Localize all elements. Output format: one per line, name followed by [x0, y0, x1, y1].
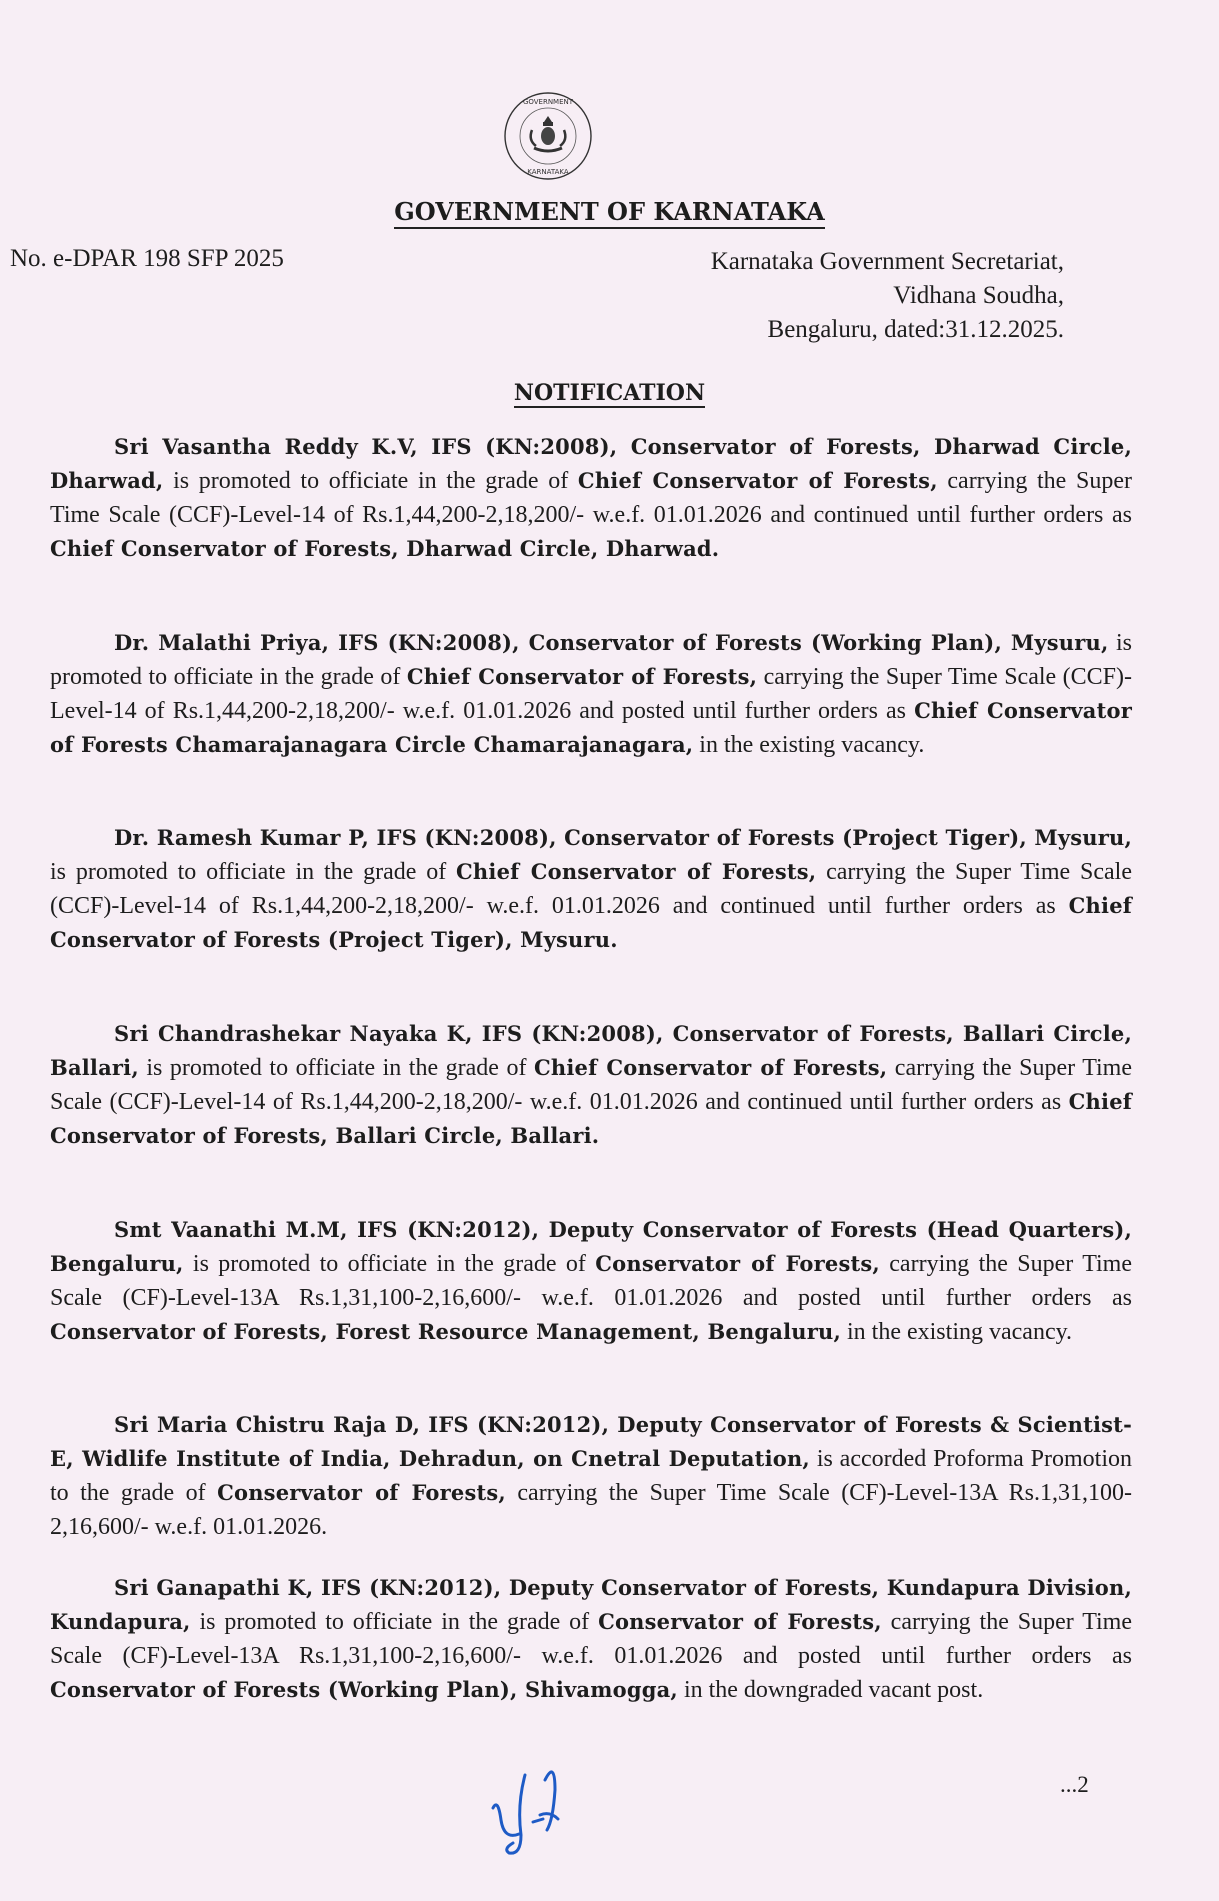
body-text: is accorded Proforma Promotion to the grade of: [50, 1446, 1132, 1506]
order-paragraph: [50, 626, 1132, 762]
order-paragraph: [50, 1571, 1132, 1707]
address-line: Bengaluru, dated:31.12.2025.: [767, 316, 1064, 343]
bold-text: Dr. Ramesh Kumar P, IFS (KN:2008), Conservator of Forests (Project Tiger), Mysuru,: [114, 825, 1132, 850]
bold-text: Conservator of Forests,: [595, 1251, 880, 1276]
address-line: Karnataka Government Secretariat,: [710, 248, 1064, 275]
body-text: is promoted to officiate in the grade of: [50, 630, 1132, 690]
bold-text: Chief Conservator of Forests (Project Tiger), Mysuru.: [50, 893, 1132, 952]
order-paragraph: [50, 1213, 1132, 1349]
body-text: is promoted to officiate in the grade of: [163, 468, 578, 494]
bold-text: Smt Vaanathi M.M, IFS (KN:2012), Deputy Conservator of Forests (Head Quarters), Bengaluru,: [50, 1217, 1132, 1276]
bold-text: Conservator of Forests (Working Plan), Shivamogga,: [50, 1677, 678, 1702]
order-paragraph: [50, 430, 1132, 566]
body-text: carrying the Super Time Scale (CF)-Level-13A Rs.1,31,100-2,16,600/- w.e.f. 01.01.2026.: [50, 1480, 1133, 1540]
notification-heading: [0, 380, 1219, 406]
bold-text: Dr. Malathi Priya, IFS (KN:2008), Conservator of Forests (Working Plan), Mysuru,: [114, 630, 1109, 655]
bold-text: Conservator of Forests,: [598, 1609, 882, 1634]
order-paragraph: [50, 821, 1132, 957]
signature-icon: [485, 1760, 605, 1870]
body-text: carrying the Super Time Scale (CCF)-Level-14 of Rs.1,44,200-2,18,200/- w.e.f. 01.01.2026 and continued until further orders as: [50, 1055, 1132, 1115]
bold-text: Chief Conservator of Forests Chamarajanagara Circle Chamarajanagara,: [50, 698, 1132, 757]
body-text: in the existing vacancy.: [841, 1319, 1073, 1345]
bold-text: Conservator of Forests, Forest Resource Management, Bengaluru,: [50, 1319, 841, 1344]
body-text: is promoted to officiate in the grade of: [183, 1251, 596, 1277]
bold-text: Sri Maria Chistru Raja D, IFS (KN:2012), Deputy Conservator of Forests & Scientist-E, Widlife Institute of India, Dehradun, on Cnetral Deputation,: [50, 1412, 1132, 1471]
body-text: in the downgraded vacant post.: [677, 1677, 984, 1703]
page-continuation: ...2: [1060, 1772, 1089, 1797]
bold-text: Chief Conservator of Forests, Dharwad Circle, Dharwad.: [50, 536, 720, 561]
body-text: carrying the Super Time Scale (CCF)-Level-14 of Rs.1,44,200-2,18,200/- w.e.f. 01.01.2026 and continued until further orders as: [50, 468, 1132, 528]
bold-text: Sri Vasantha Reddy K.V, IFS (KN:2008), Conservator of Forests, Dharwad Circle, Dharwad,: [50, 434, 1132, 493]
order-paragraph: [50, 1408, 1132, 1544]
title-text: GOVERNMENT OF KARNATAKA: [394, 197, 824, 229]
bold-text: Chief Conservator of Forests, Ballari Circle, Ballari.: [50, 1089, 1132, 1148]
bold-text: Conservator of Forests,: [217, 1480, 506, 1505]
svg-text:GOVERNMENT: GOVERNMENT: [522, 98, 574, 106]
body-text: is promoted to officiate in the grade of: [50, 859, 457, 885]
bold-text: Chief Conservator of Forests,: [577, 468, 938, 493]
address-line: Vidhana Soudha,: [893, 282, 1064, 309]
body-text: carrying the Super Time Scale (CF)-Level-13A Rs.1,31,100-2,16,600/- w.e.f. 01.01.2026 and posted until further orders as: [50, 1251, 1133, 1311]
karnataka-emblem-icon: [502, 90, 594, 182]
order-paragraph: [50, 1017, 1132, 1153]
body-text: is promoted to officiate in the grade of: [138, 1055, 534, 1081]
body-text: carrying the Super Time Scale (CF)-Level-13A Rs.1,31,100-2,16,600/- w.e.f. 01.01.2026 and posted until further orders as: [50, 1609, 1132, 1669]
notification-text: NOTIFICATION: [513, 380, 706, 406]
reference-number: No. e-DPAR 198 SFP 2025: [10, 245, 284, 272]
page-title: [0, 197, 1219, 226]
body-text: carrying the Super Time Scale (CCF)-Level-14 of Rs.1,44,200-2,18,200/- w.e.f. 01.01.2026 and continued until further orders as: [50, 859, 1132, 919]
body-text: carrying the Super Time Scale (CCF)-Level-14 of Rs.1,44,200-2,18,200/- w.e.f. 01.01.2026 and posted until further orders as: [50, 664, 1133, 724]
body-text: in the existing vacancy.: [693, 732, 925, 758]
bold-text: Chief Conservator of Forests,: [406, 664, 758, 689]
bold-text: Sri Ganapathi K, IFS (KN:2012), Deputy Conservator of Forests, Kundapura Division, Kundapura,: [50, 1575, 1132, 1634]
bold-text: Sri Chandrashekar Nayaka K, IFS (KN:2008), Conservator of Forests, Ballari Circle, Ballari,: [50, 1021, 1132, 1080]
bold-text: Chief Conservator of Forests,: [533, 1055, 888, 1080]
body-text: is promoted to officiate in the grade of: [190, 1609, 599, 1635]
svg-text:KARNATAKA: KARNATAKA: [527, 168, 569, 176]
bold-text: Chief Conservator of Forests,: [456, 859, 817, 884]
address-block: [711, 245, 1064, 347]
